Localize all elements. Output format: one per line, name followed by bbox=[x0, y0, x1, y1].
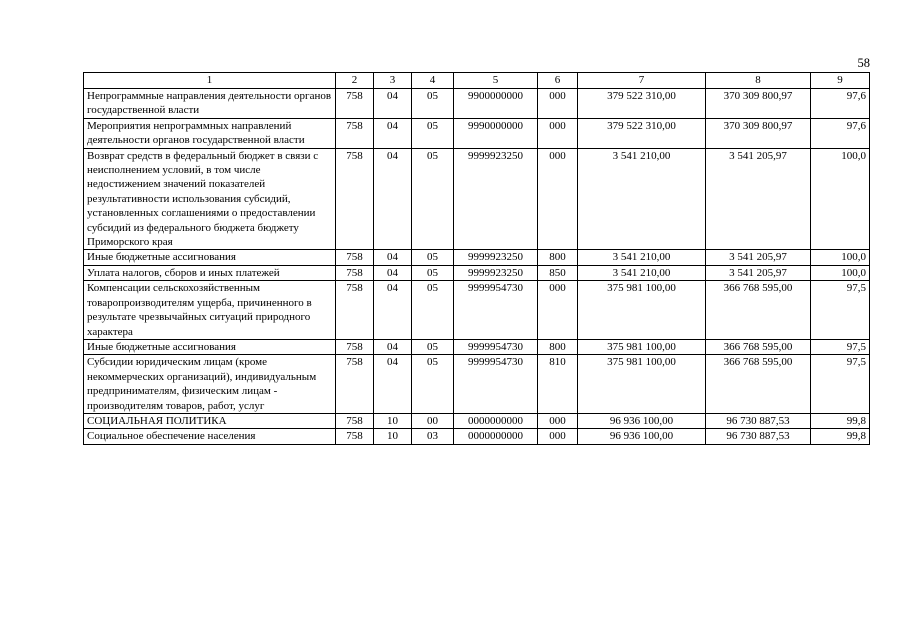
planned-amount-cell: 375 981 100,00 bbox=[578, 339, 706, 354]
table-row bbox=[84, 355, 870, 414]
planned-amount-cell: 375 981 100,00 bbox=[578, 355, 706, 414]
execution-percent-cell: 99,8 bbox=[811, 429, 870, 444]
execution-percent-cell: 97,5 bbox=[811, 281, 870, 340]
ministry-code-cell: 758 bbox=[336, 413, 374, 428]
target-article-cell: 9999923250 bbox=[454, 265, 538, 280]
planned-amount-cell: 379 522 310,00 bbox=[578, 89, 706, 119]
execution-percent-cell: 97,5 bbox=[811, 339, 870, 354]
subsection-code-cell: 00 bbox=[412, 413, 454, 428]
execution-percent-cell: 97,6 bbox=[811, 118, 870, 148]
budget-table bbox=[83, 72, 870, 445]
section-code-cell: 10 bbox=[374, 429, 412, 444]
subsection-code-cell: 05 bbox=[412, 265, 454, 280]
expense-type-cell: 810 bbox=[538, 355, 578, 414]
expense-type-cell: 000 bbox=[538, 413, 578, 428]
table-row bbox=[84, 281, 870, 340]
column-header: 6 bbox=[538, 73, 578, 89]
header-row bbox=[84, 73, 870, 89]
row-name-cell: Непрограммные направления деятельности органов государственной власти bbox=[84, 89, 336, 119]
section-code-cell: 04 bbox=[374, 148, 412, 250]
row-name-cell: Мероприятия непрограммных направлений деятельности органов государственной власти bbox=[84, 118, 336, 148]
table-row bbox=[84, 429, 870, 444]
section-code-cell: 04 bbox=[374, 250, 412, 265]
executed-amount-cell: 96 730 887,53 bbox=[706, 429, 811, 444]
target-article-cell: 9900000000 bbox=[454, 89, 538, 119]
section-code-cell: 04 bbox=[374, 89, 412, 119]
planned-amount-cell: 3 541 210,00 bbox=[578, 265, 706, 280]
row-name-cell: Иные бюджетные ассигнования bbox=[84, 250, 336, 265]
table-row bbox=[84, 250, 870, 265]
expense-type-cell: 000 bbox=[538, 281, 578, 340]
row-name-cell: Уплата налогов, сборов и иных платежей bbox=[84, 265, 336, 280]
section-code-cell: 04 bbox=[374, 355, 412, 414]
expense-type-cell: 000 bbox=[538, 429, 578, 444]
page-number: 58 bbox=[857, 56, 870, 70]
subsection-code-cell: 05 bbox=[412, 118, 454, 148]
column-header: 2 bbox=[336, 73, 374, 89]
target-article-cell: 9999954730 bbox=[454, 339, 538, 354]
target-article-cell: 9990000000 bbox=[454, 118, 538, 148]
executed-amount-cell: 3 541 205,97 bbox=[706, 265, 811, 280]
table-row bbox=[84, 89, 870, 119]
ministry-code-cell: 758 bbox=[336, 355, 374, 414]
executed-amount-cell: 366 768 595,00 bbox=[706, 339, 811, 354]
execution-percent-cell: 100,0 bbox=[811, 250, 870, 265]
section-code-cell: 04 bbox=[374, 118, 412, 148]
row-name-cell: Социальное обеспечение населения bbox=[84, 429, 336, 444]
executed-amount-cell: 366 768 595,00 bbox=[706, 355, 811, 414]
target-article-cell: 9999923250 bbox=[454, 250, 538, 265]
subsection-code-cell: 05 bbox=[412, 355, 454, 414]
planned-amount-cell: 96 936 100,00 bbox=[578, 429, 706, 444]
expense-type-cell: 000 bbox=[538, 118, 578, 148]
executed-amount-cell: 96 730 887,53 bbox=[706, 413, 811, 428]
ministry-code-cell: 758 bbox=[336, 339, 374, 354]
row-name-cell: Субсидии юридическим лицам (кроме некоммерческих организаций), индивидуальным предпринимателям, физическим лицам - производителям товаров, работ, услуг bbox=[84, 355, 336, 414]
table-row bbox=[84, 339, 870, 354]
planned-amount-cell: 3 541 210,00 bbox=[578, 250, 706, 265]
subsection-code-cell: 05 bbox=[412, 339, 454, 354]
subsection-code-cell: 05 bbox=[412, 250, 454, 265]
subsection-code-cell: 05 bbox=[412, 281, 454, 340]
planned-amount-cell: 375 981 100,00 bbox=[578, 281, 706, 340]
executed-amount-cell: 370 309 800,97 bbox=[706, 118, 811, 148]
column-header: 7 bbox=[578, 73, 706, 89]
ministry-code-cell: 758 bbox=[336, 281, 374, 340]
execution-percent-cell: 97,5 bbox=[811, 355, 870, 414]
execution-percent-cell: 100,0 bbox=[811, 265, 870, 280]
expense-type-cell: 000 bbox=[538, 148, 578, 250]
expense-type-cell: 800 bbox=[538, 250, 578, 265]
subsection-code-cell: 03 bbox=[412, 429, 454, 444]
section-code-cell: 10 bbox=[374, 413, 412, 428]
ministry-code-cell: 758 bbox=[336, 250, 374, 265]
subsection-code-cell: 05 bbox=[412, 148, 454, 250]
planned-amount-cell: 3 541 210,00 bbox=[578, 148, 706, 250]
ministry-code-cell: 758 bbox=[336, 89, 374, 119]
row-name-cell: Компенсации сельскохозяйственным товаропроизводителям ущерба, причиненного в результате чрезвычайных ситуаций природного характера bbox=[84, 281, 336, 340]
column-header: 3 bbox=[374, 73, 412, 89]
column-header: 4 bbox=[412, 73, 454, 89]
execution-percent-cell: 100,0 bbox=[811, 148, 870, 250]
ministry-code-cell: 758 bbox=[336, 118, 374, 148]
section-code-cell: 04 bbox=[374, 339, 412, 354]
executed-amount-cell: 3 541 205,97 bbox=[706, 250, 811, 265]
executed-amount-cell: 3 541 205,97 bbox=[706, 148, 811, 250]
table-row bbox=[84, 265, 870, 280]
planned-amount-cell: 379 522 310,00 bbox=[578, 118, 706, 148]
expense-type-cell: 850 bbox=[538, 265, 578, 280]
row-name-cell: СОЦИАЛЬНАЯ ПОЛИТИКА bbox=[84, 413, 336, 428]
ministry-code-cell: 758 bbox=[336, 148, 374, 250]
expense-type-cell: 800 bbox=[538, 339, 578, 354]
row-name-cell: Иные бюджетные ассигнования bbox=[84, 339, 336, 354]
target-article-cell: 9999954730 bbox=[454, 281, 538, 340]
target-article-cell: 9999954730 bbox=[454, 355, 538, 414]
table-row bbox=[84, 148, 870, 250]
executed-amount-cell: 370 309 800,97 bbox=[706, 89, 811, 119]
section-code-cell: 04 bbox=[374, 265, 412, 280]
table-row bbox=[84, 413, 870, 428]
table-row bbox=[84, 118, 870, 148]
target-article-cell: 9999923250 bbox=[454, 148, 538, 250]
execution-percent-cell: 97,6 bbox=[811, 89, 870, 119]
column-header: 8 bbox=[706, 73, 811, 89]
ministry-code-cell: 758 bbox=[336, 429, 374, 444]
row-name-cell: Возврат средств в федеральный бюджет в связи с неисполнением условий, в том числе недостижением значений показателей результативности использования субсидий, установленных соглашениями о предоставлении субсидий из федерального бюджета бюджету Приморского края bbox=[84, 148, 336, 250]
executed-amount-cell: 366 768 595,00 bbox=[706, 281, 811, 340]
target-article-cell: 0000000000 bbox=[454, 429, 538, 444]
expense-type-cell: 000 bbox=[538, 89, 578, 119]
planned-amount-cell: 96 936 100,00 bbox=[578, 413, 706, 428]
ministry-code-cell: 758 bbox=[336, 265, 374, 280]
column-header: 5 bbox=[454, 73, 538, 89]
subsection-code-cell: 05 bbox=[412, 89, 454, 119]
execution-percent-cell: 99,8 bbox=[811, 413, 870, 428]
section-code-cell: 04 bbox=[374, 281, 412, 340]
column-header: 9 bbox=[811, 73, 870, 89]
column-header: 1 bbox=[84, 73, 336, 89]
target-article-cell: 0000000000 bbox=[454, 413, 538, 428]
